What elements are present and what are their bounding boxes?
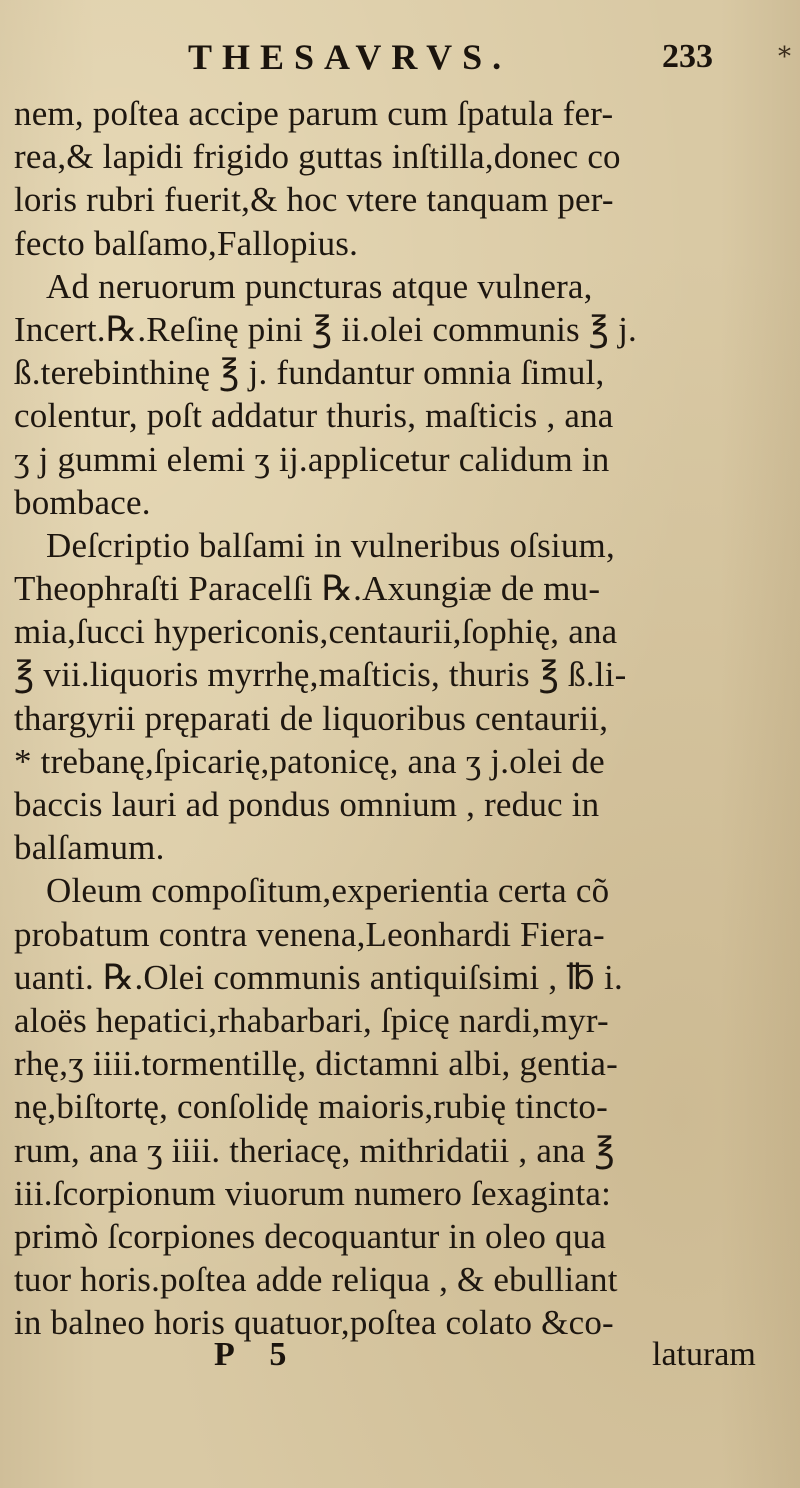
text-line: Ad neruorum puncturas atque vulnera, <box>46 266 593 306</box>
text-line: colentur, poſt addatur thuris, maſticis , ana <box>14 396 614 436</box>
text-line: mia,ſucci hypericonis,centaurii,ſophię, ana <box>14 612 618 652</box>
text-line: aloës hepatici,rhabarbari, ſpicę nardi,myr- <box>14 1000 609 1040</box>
text-line: fecto balſamo,Fallopius. <box>14 223 359 263</box>
text-line: primò ſcorpiones decoquantur in oleo qua <box>14 1216 607 1256</box>
text-line: Oleum compoſitum,experientia certa cõ <box>46 871 610 911</box>
text-line: nem, poſtea accipe parum cum ſpatula fer- <box>14 94 614 133</box>
page-number: 233 <box>662 38 713 75</box>
text-line: tuor horis.poſtea adde reliqua , & ebulliant <box>14 1260 618 1300</box>
text-line: uanti. ℞.Olei communis antiquiſsimi , ℔ i. <box>14 957 623 997</box>
text-line: rea,& lapidi frigido guttas inſtilla,donec co <box>14 137 621 177</box>
text-line: probatum contra venena,Leonhardi Fiera- <box>14 914 605 954</box>
text-line: ß.terebinthinę ℥ j. fundantur omnia ſimul, <box>14 353 605 393</box>
text-line: ʒ j gummi elemi ʒ ij.applicetur calidum in <box>14 439 610 479</box>
signature-mark: P 5 <box>214 1336 301 1373</box>
running-title: THESAVRVS. <box>188 37 512 77</box>
text-line: Incert.℞.Reſinę pini ℥ ii.olei communis ℥ j. <box>14 309 638 349</box>
text-line: loris rubri fuerit,& hoc vtere tanquam per- <box>14 180 614 220</box>
margin-mark: * <box>778 42 791 72</box>
running-head <box>0 36 800 84</box>
text-line: bombace. <box>14 482 151 522</box>
text-line: iii.ſcorpionum viuorum numero ſexaginta: <box>14 1173 612 1213</box>
text-line: in balneo horis quatuor,poſtea colato &co- <box>14 1303 614 1343</box>
text-line: rhę,ʒ iiii.tormentillę, dictamni albi, gentia- <box>14 1044 619 1084</box>
text-line: nę,biſtortę, conſolidę maioris,rubię tincto- <box>14 1087 608 1127</box>
text-line: thargyrii pręparati de liquoribus centaurii, <box>14 698 609 738</box>
text-line: * trebanę,ſpicarię,patonicę, ana ʒ j.olei de <box>14 741 605 781</box>
page-footer <box>0 1336 800 1386</box>
body-text <box>14 92 794 1344</box>
text-line: Theophraſti Paracelſi ℞.Axungiæ de mu- <box>14 569 601 609</box>
catchword: laturam <box>652 1336 756 1373</box>
text-line: baccis lauri ad pondus omnium , reduc in <box>14 785 600 824</box>
text-line: balſamum. <box>14 828 165 868</box>
text-line: rum, ana ʒ iiii. theriacę, mithridatii , ana ℥ <box>14 1130 615 1170</box>
text-line: Deſcriptio balſami in vulneribus oſsium, <box>46 525 615 565</box>
text-line: ℥ vii.liquoris myrrhę,maſticis, thuris ℥ ß.li- <box>14 655 627 695</box>
